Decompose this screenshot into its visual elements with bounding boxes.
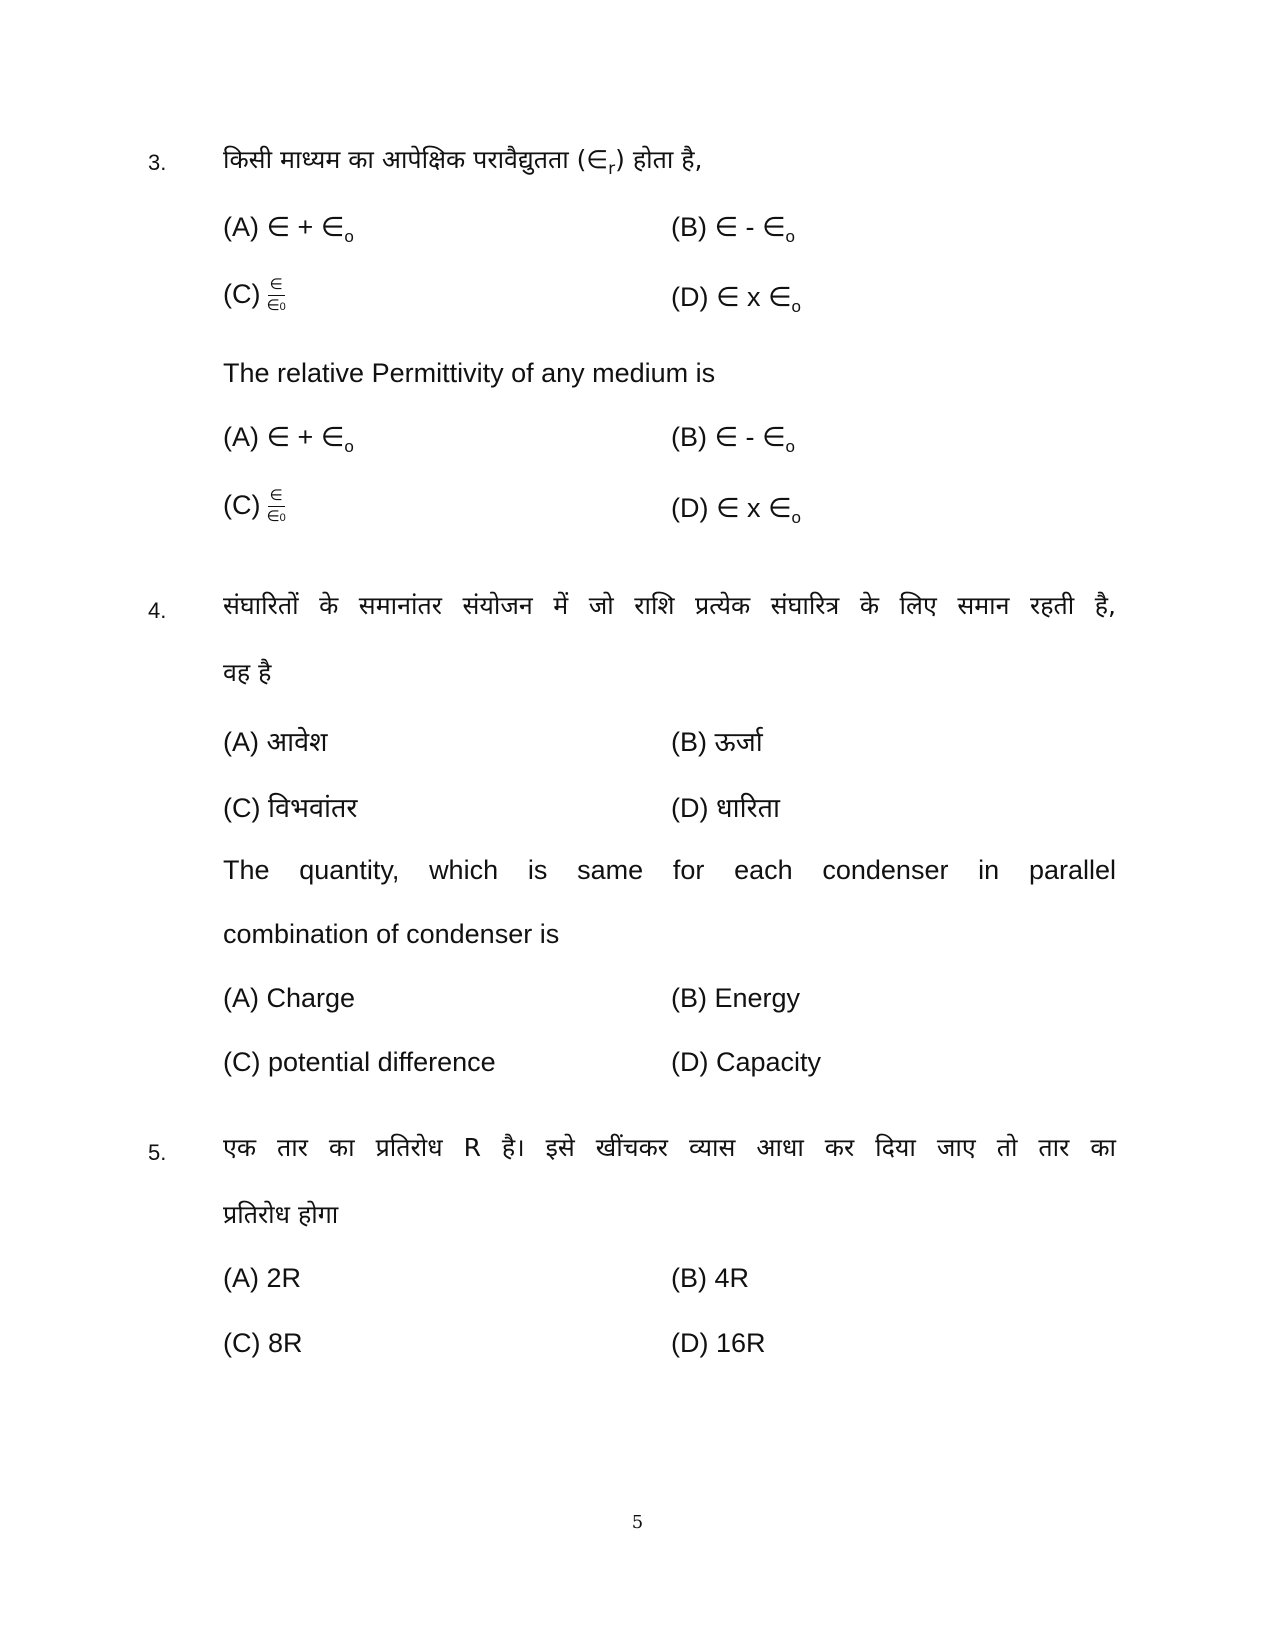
- fraction: $\frac{\in}{\in 0}$: [266, 276, 286, 314]
- page-number: 5: [631, 1512, 644, 1533]
- question-number: 4.: [148, 598, 167, 623]
- option-a: (A) 2R: [223, 1263, 302, 1293]
- question-4-hindi-prompt-line1: संघारितों के समानांतर संयोजन में जो राशि प्रत्येक संघारित्र के लिए समान रहती है,: [223, 591, 1116, 620]
- option-a: (A) ∈ + $\in_o$: [223, 212, 354, 246]
- option-d: (D) धारिता: [671, 793, 780, 823]
- option-c: (C) potential difference: [223, 1047, 496, 1077]
- option-a: (A) ∈ + $\in_o$: [223, 422, 354, 456]
- question-5-hindi-prompt-line1: एक तार का प्रतिरोध R है। इसे खींचकर व्यास आधा कर दिया जाए तो तार का: [223, 1133, 1116, 1162]
- option-b: (B) ऊर्जा: [671, 727, 763, 757]
- question-3-hindi-prompt: किसी माध्यम का आपेक्षिक परावैद्युतता $(\in_r)$ होता है,: [223, 145, 703, 179]
- option-b: (B) 4R: [671, 1263, 750, 1293]
- option-c: (C) विभवांतर: [223, 793, 358, 823]
- option-b: (B) Energy: [671, 983, 801, 1013]
- question-4-english-prompt-line2: combination of condenser is: [223, 919, 560, 949]
- question-number: 3.: [148, 150, 167, 175]
- option-d: (D) ∈ x $\in_o$: [671, 282, 801, 316]
- question-number: 5.: [148, 1140, 167, 1165]
- option-c: (C) $\frac{\in}{\in 0}$: [223, 487, 286, 525]
- question-4-english-prompt-line1: The quantity, which is same for each condenser in parallel: [223, 855, 1116, 885]
- option-c: (C) $\frac{\in}{\in 0}$: [223, 276, 286, 314]
- option-d: (D) ∈ x $\in_o$: [671, 493, 801, 527]
- option-a: (A) Charge: [223, 983, 356, 1013]
- option-d: (D) 16R: [671, 1328, 766, 1358]
- question-3-english-prompt: The relative Permittivity of any medium is: [223, 358, 716, 388]
- option-b: (B) ∈ - $\in_o$: [671, 422, 796, 456]
- question-5-hindi-prompt-line2: प्रतिरोध होगा: [223, 1200, 339, 1229]
- option-d: (D) Capacity: [671, 1047, 822, 1077]
- fraction: $\frac{\in}{\in 0}$: [266, 487, 286, 525]
- option-a: (A) आवेश: [223, 727, 328, 757]
- question-4-hindi-prompt-line2: वह है: [223, 658, 272, 687]
- option-b: (B) ∈ - $\in_o$: [671, 212, 796, 246]
- option-c: (C) 8R: [223, 1328, 303, 1358]
